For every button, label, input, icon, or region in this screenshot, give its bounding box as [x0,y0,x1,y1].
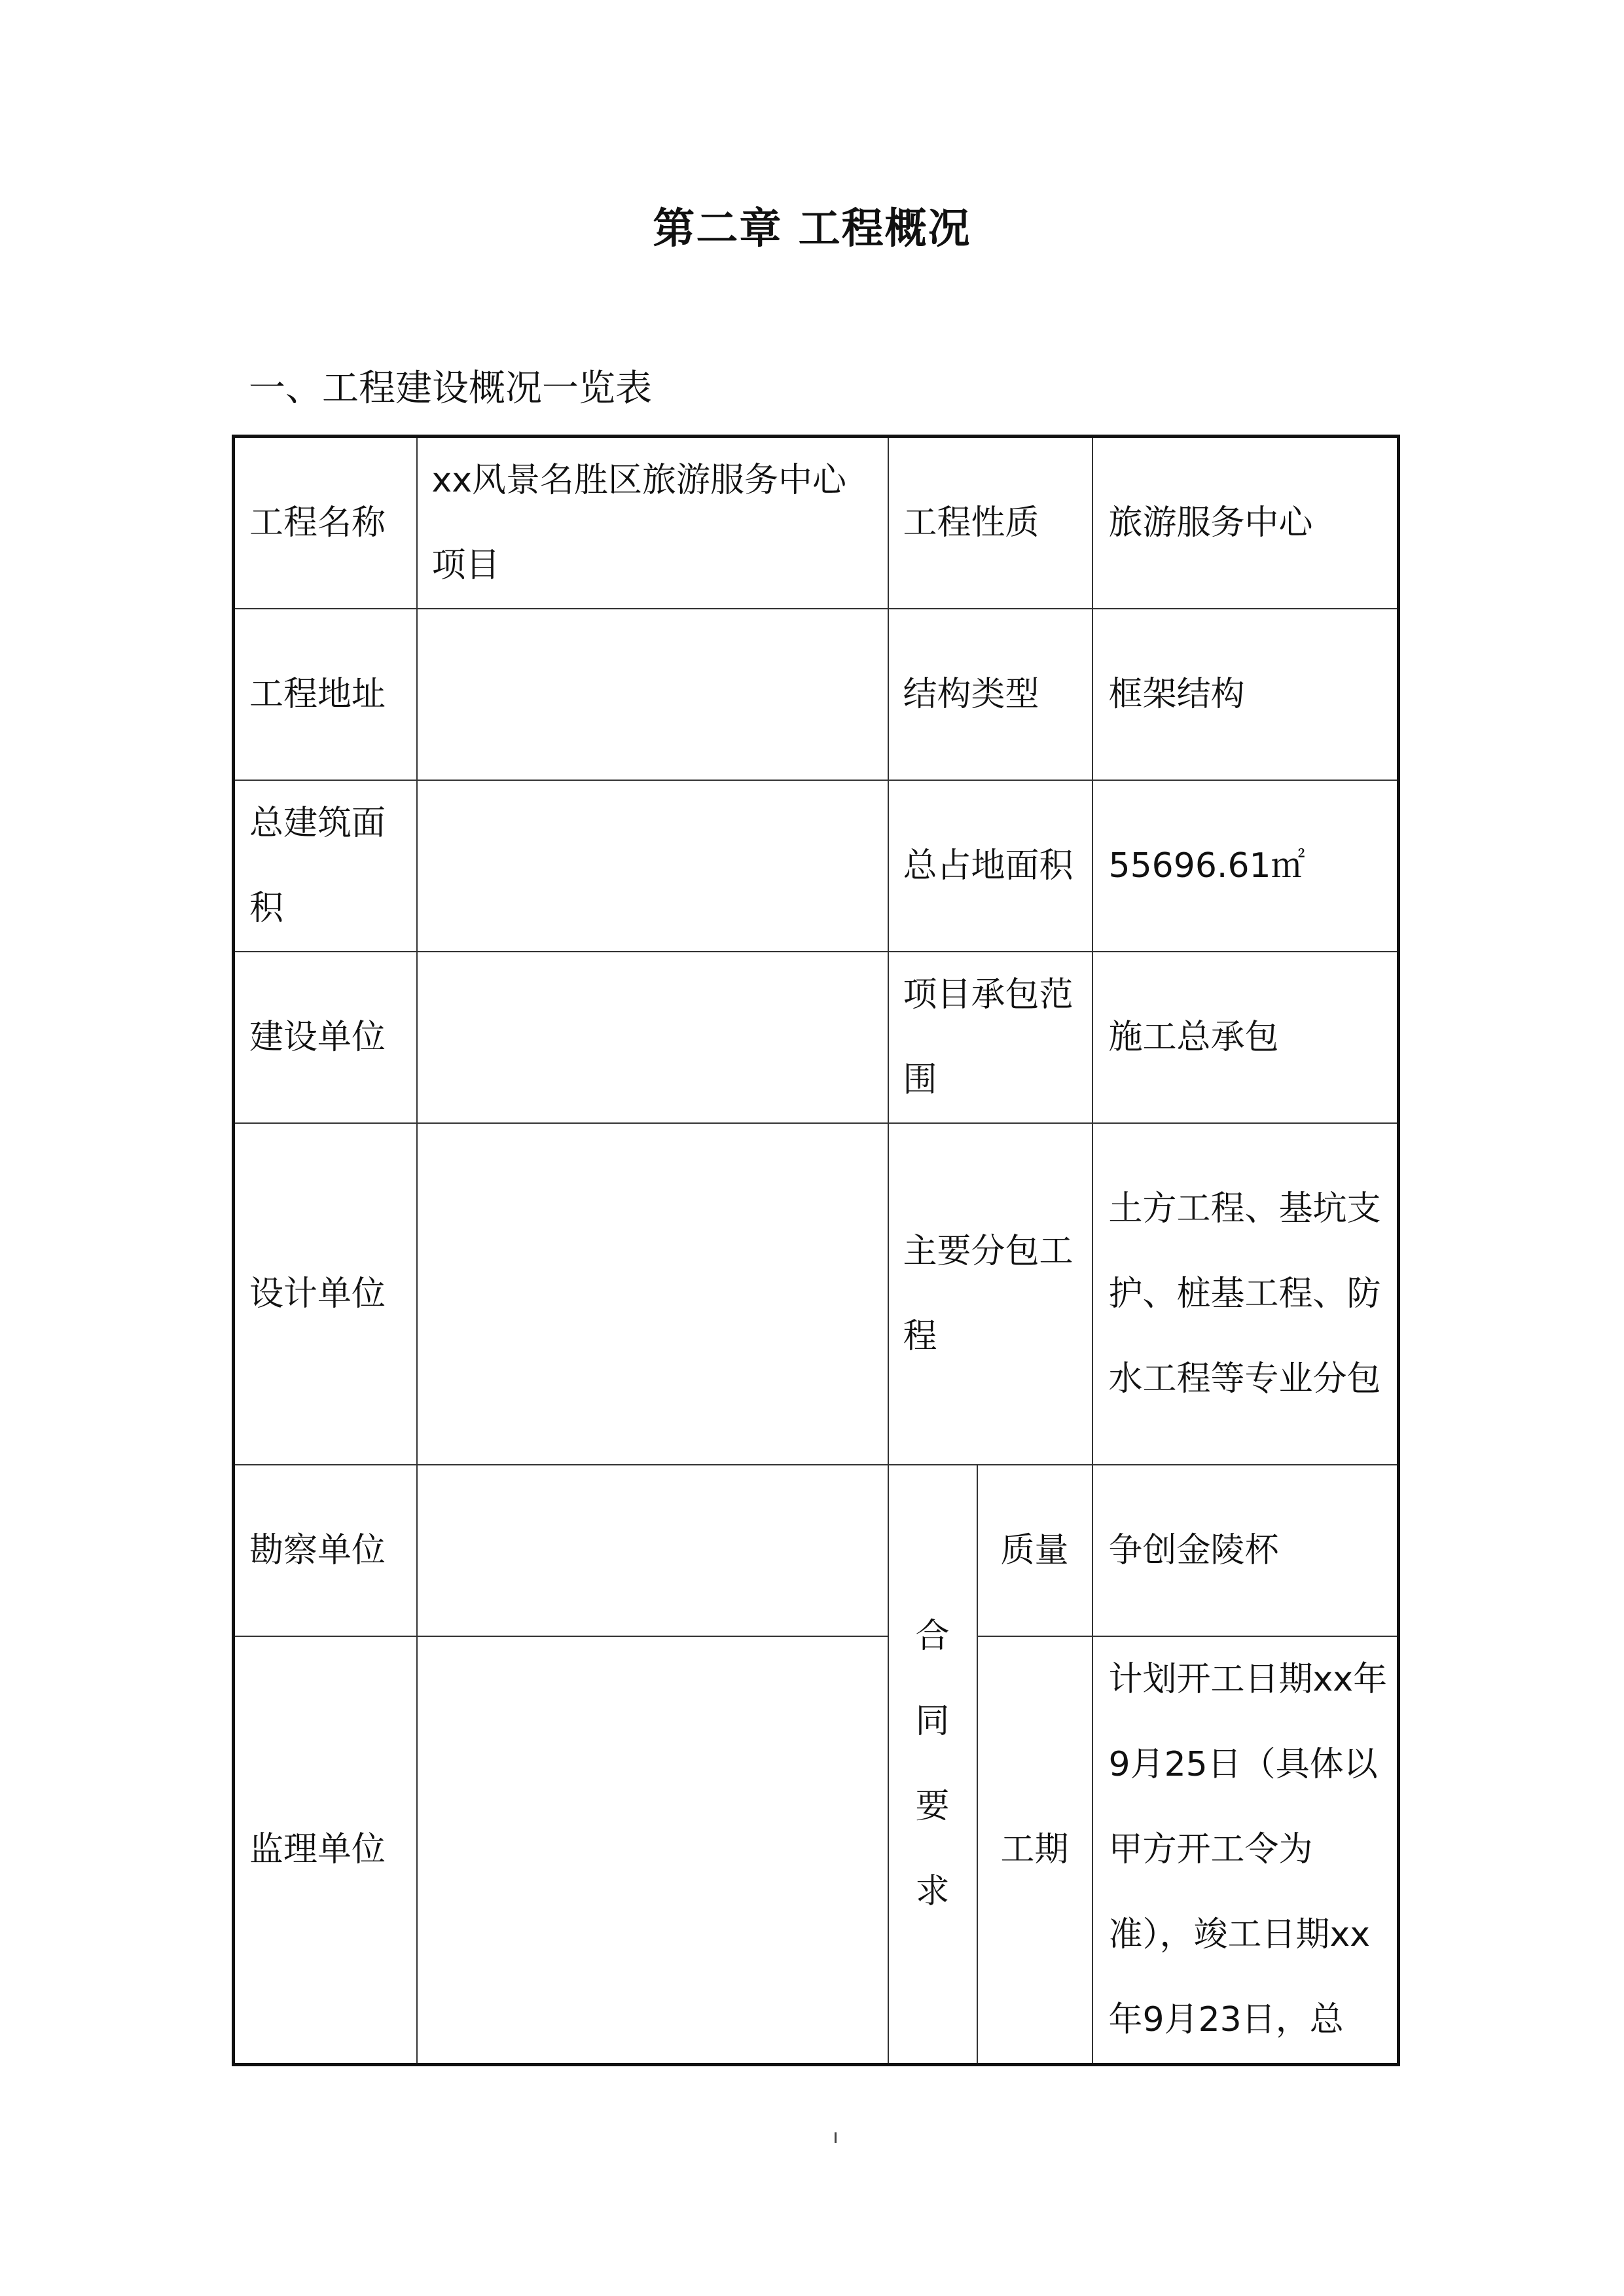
chapter-title: 第二章 工程概况 [653,205,971,253]
table-row [234,609,1399,780]
project-nature-value: 旅游服务中心 [1092,437,1399,609]
total-land-area-value: 55696.61㎡ [1092,780,1399,952]
project-name-label: 工程名称 [234,437,417,609]
total-building-area-label: 总建筑面积 [234,780,417,952]
page-mark [835,2132,837,2143]
main-subcontract-label: 主要分包工程 [888,1123,1092,1465]
section-heading: 一、工程建设概况一览表 [249,367,652,410]
contract-requirements-label [888,1465,977,2064]
survey-value [417,1465,888,1636]
total-building-area-value [417,780,888,952]
supervisor-value [417,1636,888,2064]
table-row [234,1123,1399,1465]
table-row [234,1636,1399,2064]
project-overview-table [232,435,1400,2066]
table-row [234,1465,1399,1636]
address-value [417,609,888,780]
supervisor-label: 监理单位 [234,1636,417,2064]
project-name-value: xx风景名胜区旅游服务中心项目 [417,437,888,609]
table-row [234,952,1399,1123]
survey-label: 勘察单位 [234,1465,417,1636]
contract-scope-label: 项目承包范围 [888,952,1092,1123]
designer-value [417,1123,888,1465]
owner-label: 建设单位 [234,952,417,1123]
table-row [234,437,1399,609]
owner-value [417,952,888,1123]
duration-value: 计划开工日期xx年9月25日（具体以甲方开工令为准），竣工日期xx年9月23日，总 [1092,1636,1399,2064]
duration-label: 工期 [977,1636,1092,2064]
structure-type-value: 框架结构 [1092,609,1399,780]
address-label: 工程地址 [234,609,417,780]
designer-label: 设计单位 [234,1123,417,1465]
quality-value: 争创金陵杯 [1092,1465,1399,1636]
table-row [234,780,1399,952]
quality-label: 质量 [977,1465,1092,1636]
contract-scope-value: 施工总承包 [1092,952,1399,1123]
main-subcontract-value: 土方工程、基坑支护、桩基工程、防水工程等专业分包 [1092,1123,1399,1465]
contract-requirements-text: 合同要求 [915,1617,950,1912]
total-land-area-label: 总占地面积 [888,780,1092,952]
project-nature-label: 工程性质 [888,437,1092,609]
structure-type-label: 结构类型 [888,609,1092,780]
